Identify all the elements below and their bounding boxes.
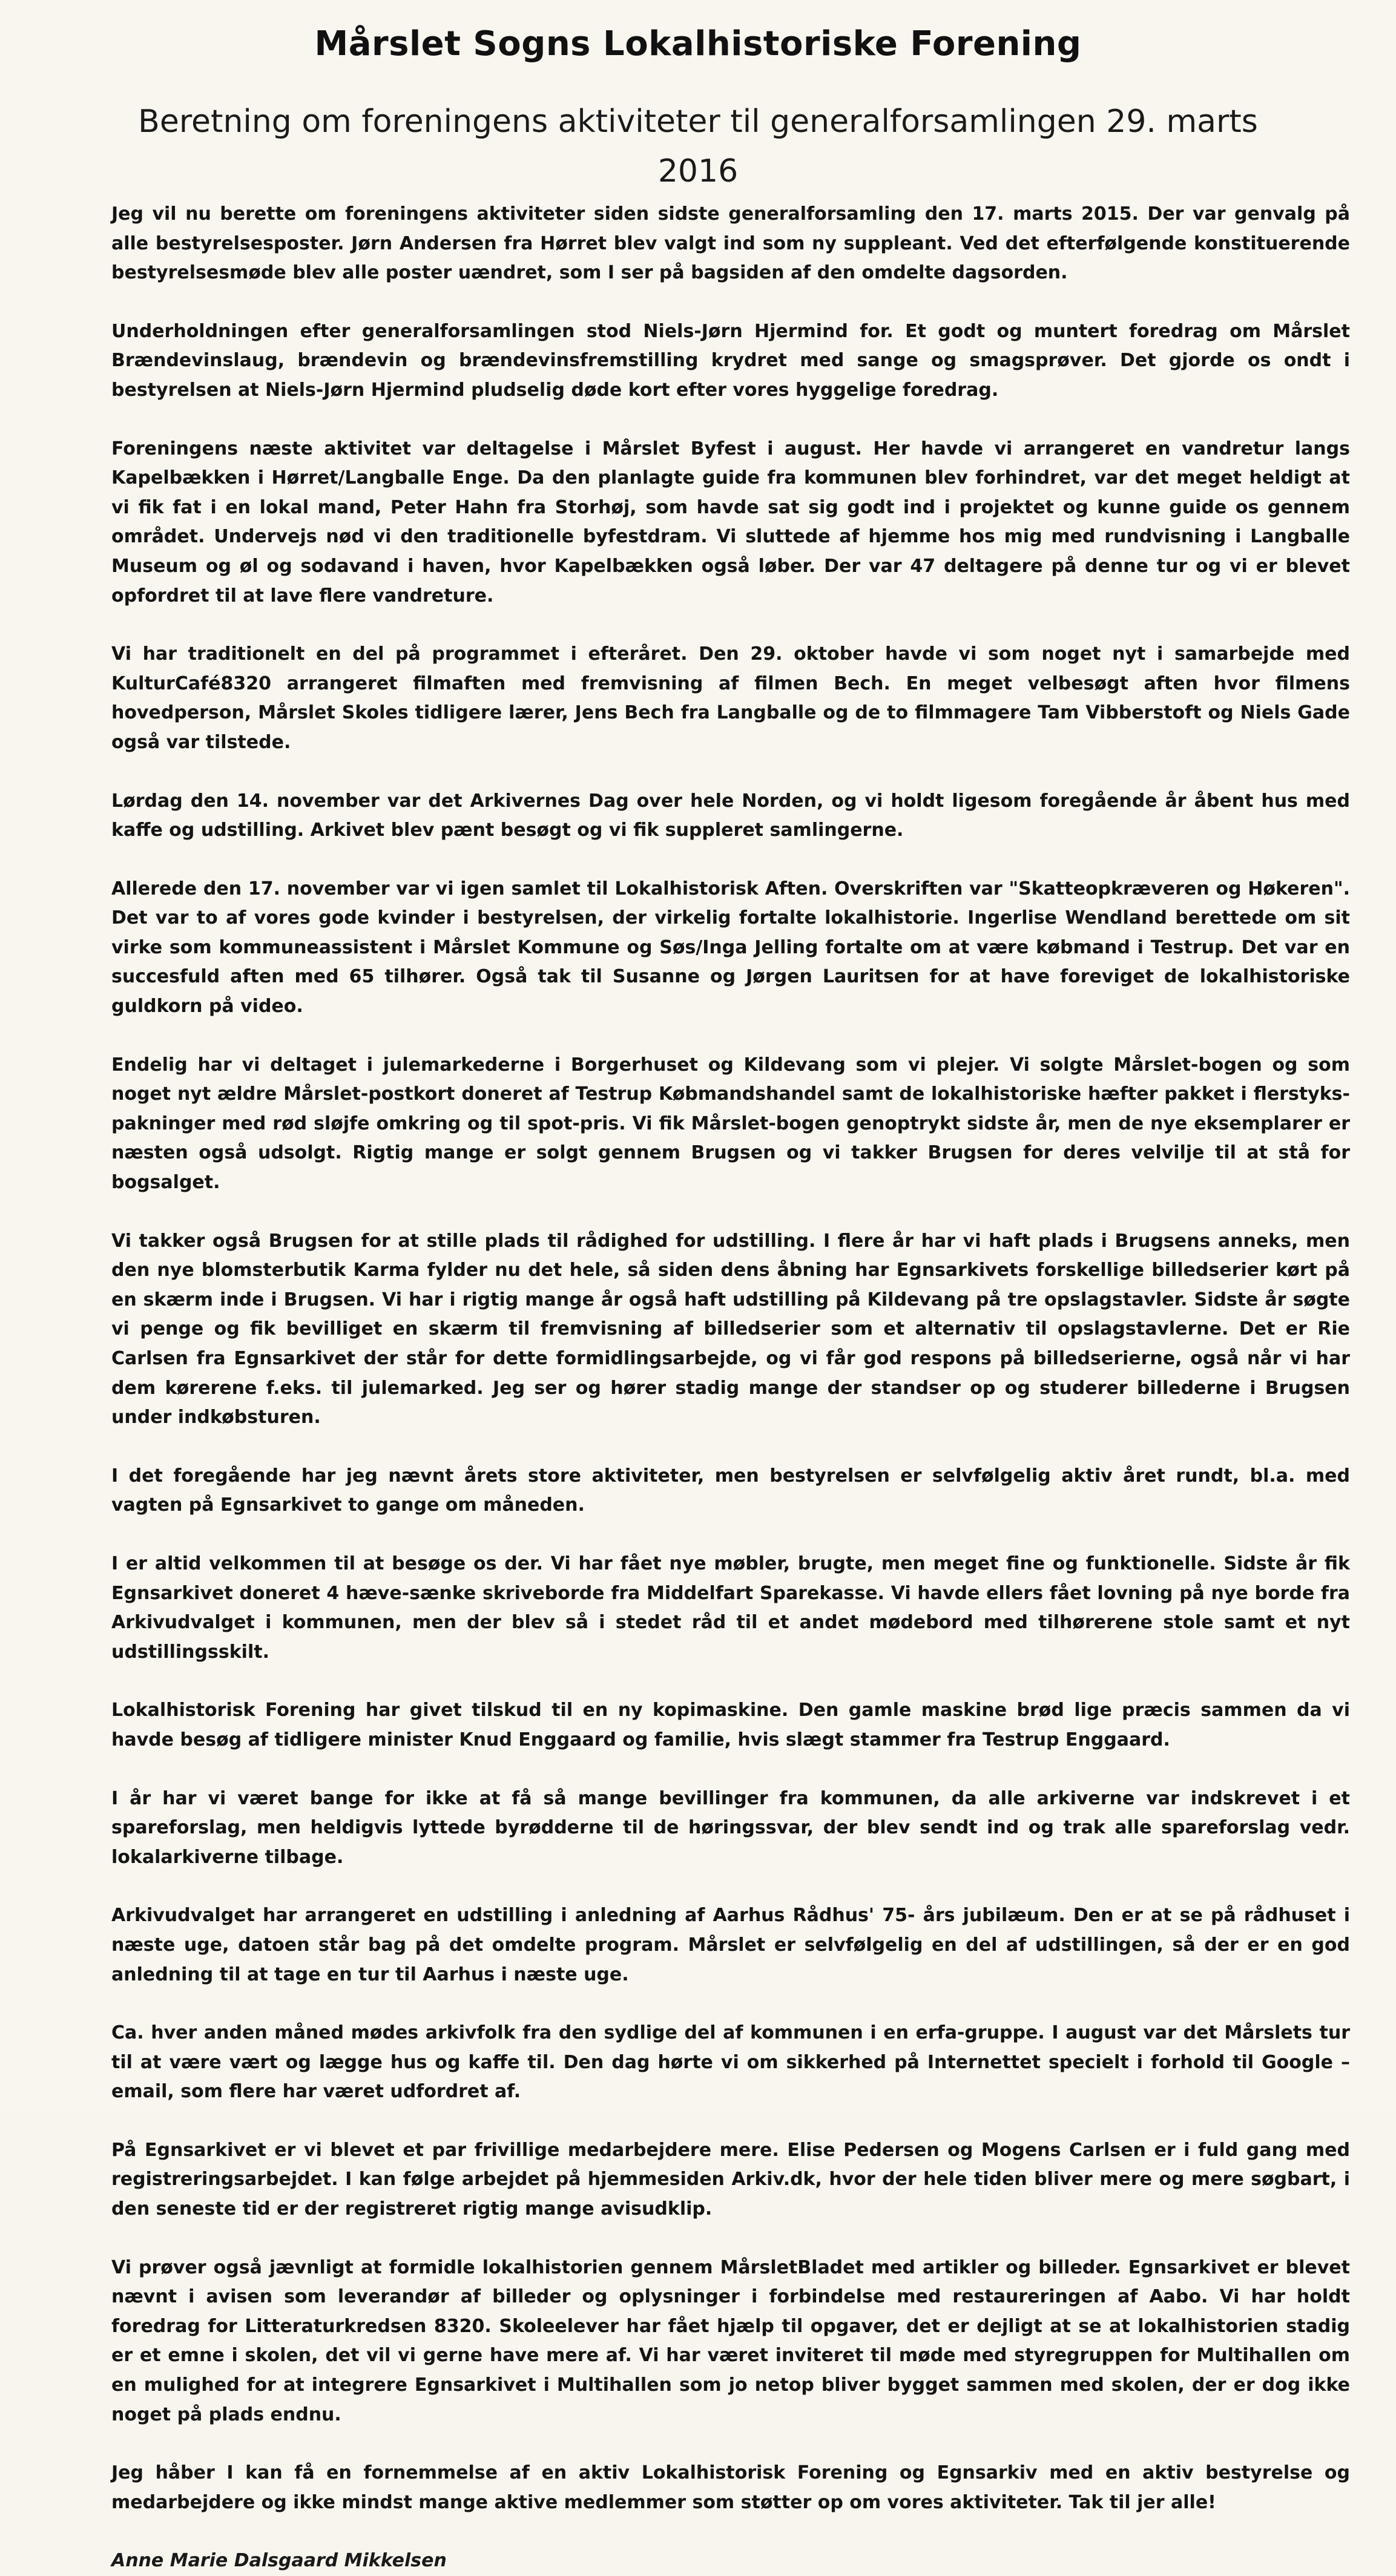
document-title: Mårslet Sogns Lokalhistoriske Forening [314,24,1082,64]
paragraph-frivillige: På Egnsarkivet er vi blevet et par frivillige medarbejdere mere. Elise Pedersen og Mogens Carlsen er i fuld gang med registreringsarbejdet. I kan følge arbejdet på hjemmesiden Arkiv.dk, hvor der hele tiden bliver mere og mere søgbart, i den seneste tid er der registreret rigtig mange avisudklip. [111,2139,1350,2220]
paragraph-underholdning: Underholdningen efter generalforsamlingen stod Niels-Jørn Hjermind for. Et godt og muntert foredrag om Mårslet Brændevinslaug, brændevin og brændevinsfremstilling krydret med sange og smagsprøver. Det gjorde os ondt i bestyrelsen at Niels-Jørn Hjermind pludselig døde kort efter vores hyggelige foredrag. [111,320,1350,401]
paragraph-aarets-aktiviteter: I det foregående har jeg nævnt årets store aktiviteter, men bestyrelsen er selvfølgelig aktiv året rundt, bl.a. med vagten på Egnsarkivet to gange om måneden. [111,1465,1350,1516]
paragraph-moebler: I er altid velkommen til at besøge os der. Vi har fået nye møbler, brugte, men meget fine og funktionelle. Sidste år fik Egnsarkivet doneret 4 hæve-sænke skriveborde fra Middelfart Sparekasse. Vi havde ellers fået lovning på nye borde fra Arkivudvalget i kommunen, men der blev så i stedet råd til et andet mødebord med tilhørerene stole samt et nyt udstillingsskilt. [111,1552,1350,1663]
paragraph-julemarkeder: Endelig har vi deltaget i julemarkederne i Borgerhuset og Kildevang som vi plejer. Vi solgte Mårslet-bogen og som noget nyt ældre Mårslet-postkort doneret af Testrup Købmandshandel samt de lokalhistoriske hæfter pakket i flerstyks-pakninger med rød sløjfe omkring og til spot-pris. Vi fik Mårslet-bogen genoptrykt sidste år, men de nye eksemplarer er næsten også udsolgt. Rigtig mange er solgt gennem Brugsen og vi takker Brugsen for deres velvilje til at stå for bogsalget. [111,1054,1350,1194]
paragraph-lokalhistorisk-aften: Allerede den 17. november var vi igen samlet til Lokalhistorisk Aften. Overskriften var "Skatteopkræveren og Høkeren". Det var to af vores gode kvinder i bestyrelsen, der virkelig fortalte lokalhistorie. Ingerlise Wendland berettede om sit virke som kommuneassistent i Mårslet Kommune og Søs/Inga Jelling fortalte om at være købmand i Testrup. Det var en succesfuld aften med 65 tilhører. Også tak til Susanne og Jørgen Lauritsen for at have foreviget de lokalhistoriske guldkorn på video. [111,878,1350,1017]
document-subtitle: Beretning om foreningens aktiviteter til generalforsamlingen 29. marts 2016 [138,104,1258,189]
paragraph-generalforsamling: Jeg vil nu berette om foreningens aktiviteter siden sidste generalforsamling den 17. marts 2015. Der var genvalg på alle bestyrelsesposter. Jørn Andersen fra Hørret blev valgt ind som ny suppleant. Ved det efterfølgende konstituerende bestyrelsesmøde blev alle poster uændret, som I ser på bagsiden af den omdelte dagsorden. [111,203,1350,284]
paragraph-brugsen-udstilling: Vi takker også Brugsen for at stille plads til rådighed for udstilling. I flere år har vi haft plads i Brugsens anneks, men den nye blomsterbutik Karma fylder nu det hele, så siden dens åbning har Egnsarkivets forskellige billedserier kørt på en skærm inde i Brugsen. Vi har i rigtig mange år også haft udstilling på Kildevang på tre opslagstavler. Sidste år søgte vi penge og fik bevilliget en skærm til fremvisning af billedserier som et alternativ til opslagstavlerne. Det er Rie Carlsen fra Egnsarkivet der står for dette formidlingsarbejde, og vi får god respons på billedserierne, også når vi har dem kørerene f.eks. til julemarked. Jeg ser og hører stadig mange der standser op og studerer billederne i Brugsen under indkøbsturen. [111,1230,1350,1428]
paragraph-formidling: Vi prøver også jævnligt at formidle lokalhistorien gennem MårsletBladet med artikler og billeder. Egnsarkivet er blevet nævnt i avisen som leverandør af billeder og oplysninger i forbindelse med restaureringen af Aabo. Vi har holdt foredrag for Litteraturkredsen 8320. Skoleelever har fået hjælp til opgaver, det er dejligt at se at lokalhistorien stadig er et emne i skolen, det vil vi gerne have mere af. Vi har været inviteret til møde med styregruppen for Multihallen om en mulighed for at integrere Egnsarkivet i Multihallen som jo netop bliver bygget sammen med skolen, der er dog ikke noget på plads endnu. [111,2256,1350,2425]
signature: Anne Marie Dalsgaard Mikkelsen [111,2550,447,2572]
paragraph-afslutning: Jeg håber I kan få en fornemmelse af en aktiv Lokalhistorisk Forening og Egnsarkiv med en aktiv bestyrelse og medarbejdere og ikke mindst mange aktive medlemmer som støtter op om vores aktiviteter. Tak til jer alle! [111,2462,1350,2513]
paragraph-raadhus-udstilling: Arkivudvalget har arrangeret en udstilling i anledning af Aarhus Rådhus' 75- års jubilæum. Den er at se på rådhuset i næste uge, datoen står bag på det omdelte program. Mårslet er selvfølgelig en del af udstillingen, så der er en god anledning til at tage en tur til Aarhus i næste uge. [111,1905,1350,1985]
paragraph-kopimaskine: Lokalhistorisk Forening har givet tilskud til en ny kopimaskine. Den gamle maskine brød lige præcis sammen da vi havde besøg af tidligere minister Knud Enggaard og familie, hvis slægt stammer fra Testrup Enggaard. [111,1700,1350,1750]
paragraph-erfa-gruppe: Ca. hver anden måned mødes arkivfolk fra den sydlige del af kommunen i en erfa-gruppe. I august var det Mårslets tur til at være vært og lægge hus og kaffe til. Den dag hørte vi om sikkerhed på Internettet specielt i forhold til Google – email, som flere har været udfordret af. [111,2022,1350,2103]
paragraph-byfest: Foreningens næste aktivitet var deltagelse i Mårslet Byfest i august. Her havde vi arrangeret en vandretur langs Kapelbækken i Hørret/Langballe Enge. Da den planlagte guide fra kommunen blev forhindret, var det meget heldigt at vi fik fat i en lokal mand, Peter Hahn fra Storhøj, som havde sat sig godt ind i projektet og kunne guide os gennem området. Undervejs nød vi den traditionelle byfestdram. Vi sluttede af hjemme hos mig med rundvisning i Langballe Museum og øl og sodavand i haven, hvor Kapelbækken også løber. Der var 47 deltagere på denne tur og vi er blevet opfordret til at lave flere vandreture. [111,438,1350,606]
paragraph-filmaften: Vi har traditionelt en del på programmet i efteråret. Den 29. oktober havde vi som noget nyt i samarbejde med KulturCafé8320 arrangeret filmaften med fremvisning af filmen Bech. En meget velbesøgt aften hvor filmens hovedperson, Mårslet Skoles tidligere lærer, Jens Bech fra Langballe og de to filmmagere Tam Vibberstoft og Niels Gade også var tilstede. [111,643,1350,753]
paragraph-arkivernes-dag: Lørdag den 14. november var det Arkivernes Dag over hele Norden, og vi holdt ligesom foregående år åbent hus med kaffe og udstilling. Arkivet blev pænt besøgt og vi fik suppleret samlingerne. [111,790,1350,841]
paragraph-bevillinger: I år har vi været bange for ikke at få så mange bevillinger fra kommunen, da alle arkiverne var indskrevet i et spareforslag, men heldigvis lyttede byrødderne til de høringssvar, der blev sendt ind og trak alle spareforslag vedr. lokalarkiverne tilbage. [111,1787,1350,1868]
document-body [111,200,1350,2576]
